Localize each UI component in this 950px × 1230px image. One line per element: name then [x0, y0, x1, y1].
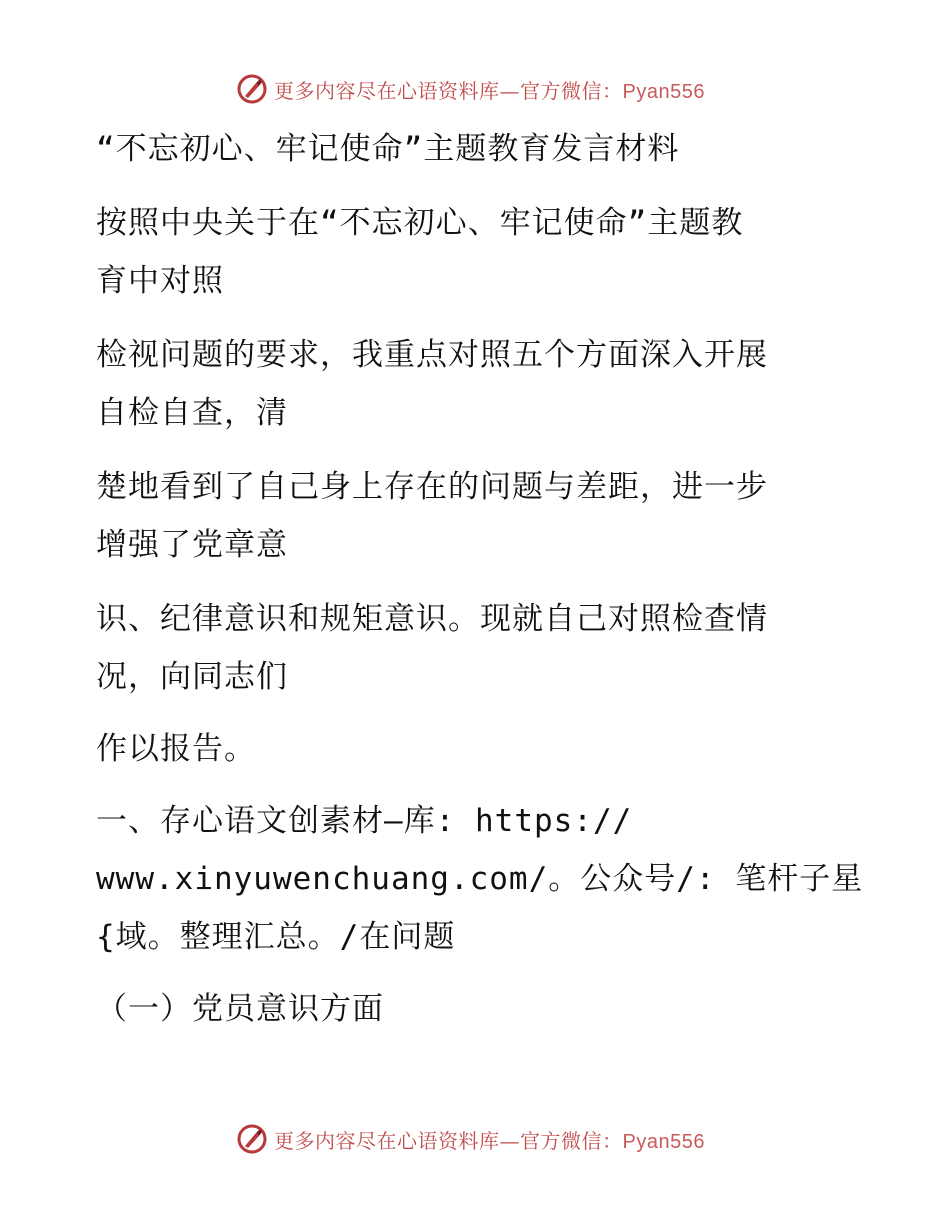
watermark-text: 更多内容尽在心语资料库—官方微信：Pyan556: [274, 78, 705, 103]
paragraph: [96, 720, 856, 778]
watermark-header: [236, 72, 705, 106]
paragraph: [96, 326, 856, 442]
text-line: 育中对照: [96, 263, 224, 299]
document-title: “不忘初心、牢记使命”主题教育发言材料: [96, 131, 680, 167]
paragraph: [96, 792, 864, 966]
paragraph: [96, 590, 856, 706]
text-line: 况，向同志们: [96, 659, 288, 695]
text-line: 按照中央关于在“不忘初心、牢记使命”主题教: [96, 205, 744, 241]
text-line: 自检自查，清: [96, 395, 288, 431]
text-line: 一、存心语文创素材—库: https://: [96, 803, 633, 839]
paragraph: [96, 458, 856, 574]
watermark-text: 更多内容尽在心语资料库—官方微信：Pyan556: [274, 1128, 705, 1153]
watermark-footer: [236, 1122, 705, 1156]
section-heading: [96, 980, 856, 1038]
text-line: 检视问题的要求，我重点对照五个方面深入开展: [96, 337, 768, 373]
pen-logo-icon: [236, 1123, 268, 1155]
text-line: www.xinyuwenchuang.com/。公众号/: 笔杆子星: [96, 861, 864, 897]
text-line: 识、纪律意识和规矩意识。现就自己对照检查情: [96, 601, 768, 637]
text-line: 楚地看到了自己身上存在的问题与差距，进一步: [96, 469, 768, 505]
pen-logo-icon: [236, 73, 268, 105]
text-line: {域。整理汇总。/在问题: [96, 919, 456, 955]
paragraph: [96, 194, 856, 310]
text-line: 作以报告。: [96, 731, 256, 767]
text-line: 增强了党章意: [96, 527, 288, 563]
document-body: [96, 120, 864, 1038]
text-line: （一）党员意识方面: [96, 991, 384, 1027]
